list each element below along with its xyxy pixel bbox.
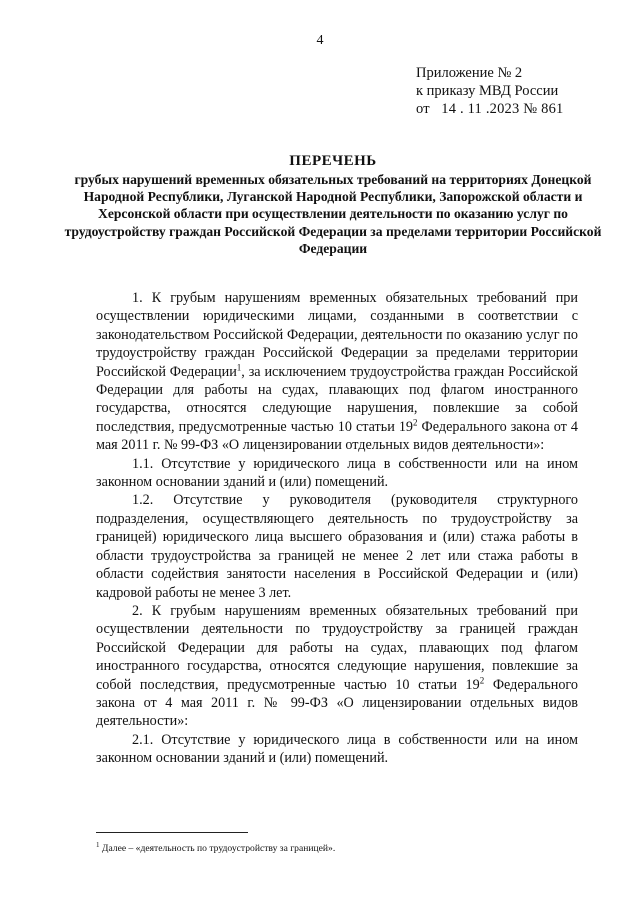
paragraph-1-text-c: Федерального закона от 4 мая 2011 г. № 99-ФЗ «О лицензировании отдельных видов деятельности»: xyxy=(96,418,578,454)
paragraph-2-text-b: Федерального закона от 4 мая 2011 г. № 99-ФЗ «О лицензировании отдельных видов деятельности»: xyxy=(96,676,578,730)
footnote-mark: 1 xyxy=(96,841,100,849)
document-title xyxy=(60,152,606,257)
appendix-order-reference: к приказу МВД России xyxy=(416,83,559,99)
document-body xyxy=(96,289,578,768)
paragraph-1-1: 1.1. Отсутствие у юридического лица в собственности или на ином законном основании зданий и (или) помещений. xyxy=(96,455,578,491)
appendix-number: Приложение № 2 xyxy=(416,65,523,81)
article-superscript: 2 xyxy=(413,417,418,428)
article-superscript: 2 xyxy=(479,674,485,685)
paragraph-1-2: 1.2. Отсутствие у руководителя (руководителя структурного подразделения, осуществляющего деятельность по трудоустройству за границей) юридического лица высшего образования и (или) стажа работы в области трудоустройства за границей не менее 2 лет или стажа работы в области содействия занятости населения в Российской Федерации и (или) кадровой работы не менее 3 лет. xyxy=(96,492,578,601)
footnote-reference: 1 xyxy=(236,361,242,372)
page-number: 4 xyxy=(316,33,324,48)
footnote-divider xyxy=(96,832,248,833)
title-subtitle: грубых нарушений временных обязательных требований на территориях Донецкой Народной Республики, Луганской Народной Республики, Запорожской области и Херсонской области при осуществлении деятельности по оказанию услуг по трудоустройству граждан Российской Федерации за пределами территории Российской Федерации xyxy=(64,172,602,256)
paragraph-1-text-a: 1. К грубым нарушениям временных обязательных требований при осуществлении юридическими лицами, созданными в соответствии с законодательством Российской Федерации, деятельности по оказанию услуг по трудоустройству граждан Российской Федерации за пределами территории Российской Федерации xyxy=(96,290,578,380)
paragraph-2 xyxy=(96,602,578,731)
footnote xyxy=(96,841,335,854)
appendix-header xyxy=(416,64,564,118)
footnote-text: Далее – «деятельность по трудоустройству за границей». xyxy=(99,843,336,855)
paragraph-2-text-a: 2. К грубым нарушениям временных обязательных требований при осуществлении деятельности по трудоустройству за границей граждан Российской Федерации для работы на судах, плавающих под флагом иностранного государства, относятся следующие нарушения, повлекшие за собой последствия, предусмотренные частью 10 статьи 19 xyxy=(96,602,578,693)
paragraph-1-text-b: , за исключением трудоустройства граждан Российской Федерации для работы на судах, плавающих под флагом иностранного государства, относятся следующие нарушения, повлекшие за собой последствия, предусмотренные частью 10 статьи 19 xyxy=(96,363,579,435)
paragraph-2-1: 2.1. Отсутствие у юридического лица в собственности или на ином законном основании зданий и (или) помещений. xyxy=(96,731,578,767)
title-heading: ПЕРЕЧЕНЬ xyxy=(289,153,377,169)
appendix-order-date: от 14 . 11 .2023 № 861 xyxy=(416,101,564,117)
paragraph-1 xyxy=(96,289,578,455)
